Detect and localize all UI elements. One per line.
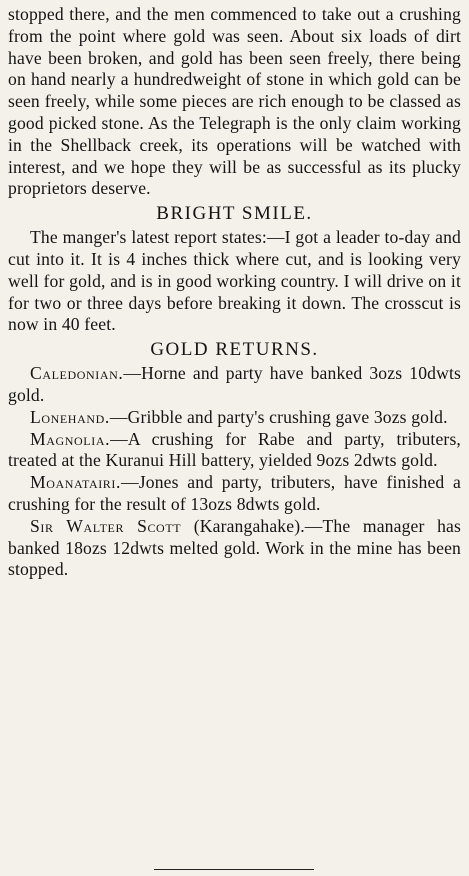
gold-return-entry-lonehand bbox=[8, 407, 461, 429]
bright-smile-report-paragraph: The manger's latest report states:—I got a leader to-day and cut into it. It is 4 inches thick where cut, and is looking very well for gold, and is in good working country. I will drive on it for two or three days before breaking it down. The crosscut is now in 40 feet. bbox=[8, 227, 461, 335]
mine-name: Lonehand. bbox=[30, 406, 110, 427]
gold-return-entry-sir-walter-scott bbox=[8, 516, 461, 581]
mine-name: Magnolia. bbox=[30, 428, 111, 449]
article-intro-paragraph: stopped there, and the men commenced to take out a crushing from the point where gold was seen. About six loads of dirt have been broken, and gold has been seen freely, there being on hand nearly a hundredweight of stone in which gold can be seen freely, while some pieces are rich enough to be classed as good picked stone. As the Telegraph is the only claim working in the Shellback creek, its operations will be watched with interest, and we hope they will be as successful as its plucky proprietors deserve. bbox=[8, 4, 461, 199]
entry-text: —Horne and party have banked 3ozs 10dwts gold. bbox=[8, 363, 461, 405]
column-end-rule bbox=[154, 869, 314, 870]
mine-name: Sir Walter Scott bbox=[30, 515, 182, 536]
section-heading-bright-smile: BRIGHT SMILE. bbox=[156, 203, 313, 225]
entry-text: —A crushing for Rabe and party, tributers, treated at the Kuranui Hill battery, yielded 9ozs 2dwts gold. bbox=[8, 428, 461, 471]
section-heading-gold-returns: GOLD RETURNS. bbox=[150, 339, 319, 361]
entry-text: —Jones and party, tributers, have finished a crushing for the result of 13ozs 8dwts gold. bbox=[8, 472, 461, 514]
entry-text: —Gribble and party's crushing gave 3ozs gold. bbox=[109, 406, 448, 427]
mine-name: Moanatairi. bbox=[30, 472, 122, 493]
entry-text: (Karangahake).—The manager has banked 18ozs 12dwts melted gold. Work in the mine has been stopped. bbox=[8, 515, 461, 580]
mine-name: Caledonian. bbox=[30, 363, 124, 384]
gold-return-entry-moanatairi bbox=[8, 472, 461, 516]
gold-return-entry-magnolia bbox=[8, 429, 461, 473]
gold-return-entry-caledonian bbox=[8, 363, 461, 407]
